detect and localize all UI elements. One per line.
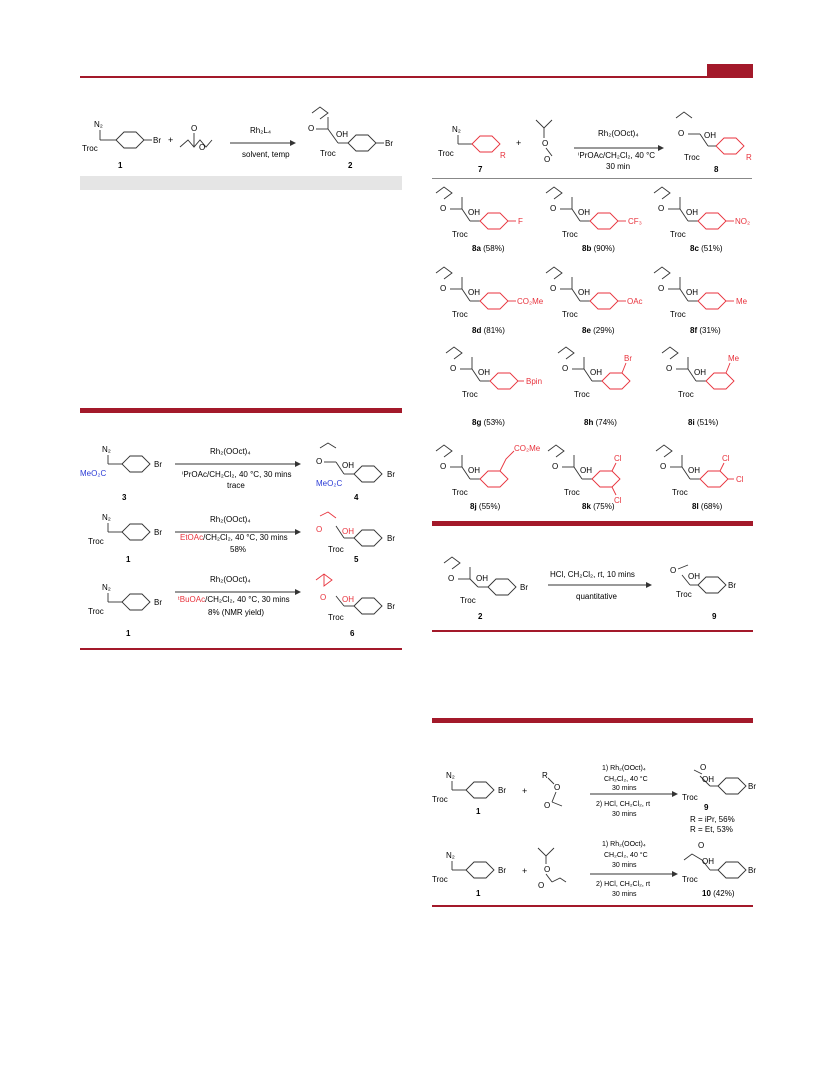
benzene-ring [116,132,144,148]
substituent-label: F [518,217,523,226]
svg-text:O: O [320,593,327,602]
substituent-label: Me [728,354,740,363]
svg-text:8c (51%) [690,244,723,253]
solvent-highlight: ᵗBuOAc [178,595,206,604]
product-id: 8i [688,418,695,427]
svg-text:8a (58%) [472,244,505,253]
catalyst-label: Rh₂(OOct)₄ [210,447,251,456]
product-id: 8l [692,502,699,511]
compound-1-label: 1 [476,889,481,898]
svg-text:8i (51%) [688,418,719,427]
svg-text:Troc: Troc [88,537,104,546]
step1-catalyst: 1) Rh₂(OOct)₄ [602,765,646,772]
compound-1-label: 1 [126,629,131,638]
r-label: R [542,771,548,780]
substituent-label: CF₃ [628,217,642,226]
svg-text:8l (68%) [692,502,723,511]
product-benzene-ring [348,135,376,151]
substituent-label: Cl [722,454,730,463]
section-rule [432,521,753,526]
substituent-label: Br [624,354,632,363]
svg-text:O: O [544,801,551,810]
compound-9-label: 9 [712,612,717,621]
step2-time: 30 mins [612,811,637,818]
svg-text:OH: OH [704,131,716,140]
product-id: 8h [584,418,594,427]
product-yield: (68%) [700,502,723,511]
substituent-label: CO₂Me [517,297,544,306]
substituent-label: Bpin [526,377,543,386]
svg-text:8d (81%) [472,326,505,335]
svg-text:OH: OH [702,857,714,866]
product-id: 8a [472,244,481,253]
compound-8-label: 8 [714,165,719,174]
product-id: 8k [582,502,591,511]
scheme-4-hydrolysis [432,555,757,625]
svg-text:R: R [746,153,752,162]
troc-label: Troc [82,144,98,153]
svg-text:O: O [448,574,455,583]
svg-text:8e (29%) [582,326,615,335]
svg-text:8h (74%) [584,418,617,427]
product-isopropyl [312,107,328,119]
svg-text:Troc: Troc [460,596,476,605]
conditions-label: solvent, temp [242,150,290,159]
product-8f [654,267,748,335]
svg-text:O: O [670,566,677,575]
result-label: quantitative [576,592,617,601]
product-yield: (90%) [593,244,615,253]
svg-text:Br: Br [387,602,395,611]
svg-text:OH: OH [342,461,354,470]
svg-text:Troc: Troc [682,793,698,802]
isopropyl-acetate [180,140,212,147]
product-grid [432,185,757,515]
catalyst-label: Rh₂(OOct)₄ [210,575,251,584]
diazo-label: N₂ [94,120,103,129]
step2-reagent: 2) HCl, CH₂Cl₂, rt [596,881,651,888]
svg-text:Troc: Troc [328,545,344,554]
svg-text:O: O [538,881,545,890]
product-yield: (74%) [595,418,617,427]
compound-1-label: 1 [118,161,123,170]
product-id: 8f [690,326,698,335]
svg-text:EtOAc/CH₂Cl₂, 40 °C, 30 mins [180,533,288,542]
svg-text:O: O [700,763,707,772]
product-id: 8d [472,326,482,335]
product-8c [654,187,750,253]
catalyst-label: Rh₂(OOct)₄ [210,515,251,524]
svg-text:N₂: N₂ [102,583,111,592]
svg-text:N₂: N₂ [446,771,455,780]
substituent-label: Me [736,297,748,306]
product-id: 8g [472,418,482,427]
svg-text:Br: Br [748,782,756,791]
result-label: 58% [230,545,247,554]
product-8e [546,267,643,335]
svg-text:Br: Br [520,583,528,592]
scheme-2-solvent-variation [80,440,405,645]
step2-reagent: 2) HCl, CH₂Cl₂, rt [596,801,651,808]
br-label: Br [153,136,161,145]
conditions-label: /CH₂Cl₂, 40 °C, 30 mins [203,533,288,542]
svg-text:+: + [516,138,522,148]
catalyst-label: Rh₂(OOct)₄ [598,129,639,138]
solvent-highlight: EtOAc [180,533,204,542]
svg-text:N₂: N₂ [102,513,111,522]
svg-text:Br: Br [498,866,506,875]
yield-ipr: R = iPr, 56% [690,815,735,824]
svg-text:Troc: Troc [328,613,344,622]
compound-1-label: 1 [476,807,481,816]
plus-sign: + [168,135,174,145]
step1-catalyst: 1) Rh₂(OOct)₄ [602,841,646,848]
product-8j [436,444,541,511]
section-bottom-rule [80,648,402,650]
product-yield: (81%) [483,326,505,335]
product-yield: (29%) [593,326,615,335]
product-yield: (53%) [483,418,505,427]
svg-text:Br: Br [728,581,736,590]
svg-text:O: O [316,525,323,534]
product-troc-label: Troc [320,149,336,158]
scheme-5-one-pot [432,760,757,905]
product-8d [436,267,544,335]
svg-text:8f (31%) [690,326,721,335]
compound-6-label: 6 [350,629,355,638]
svg-text:O: O [678,129,685,138]
oh-label: OH [336,130,348,139]
ester-label-blue: MeO₂C [80,469,107,478]
svg-text:Br: Br [154,528,162,537]
r-group-label: R [500,151,506,160]
svg-text:Br: Br [498,786,506,795]
svg-text:8j (55%) [470,502,501,511]
compound-2-label: 2 [348,161,353,170]
scheme-1-rhodium-reaction [80,95,410,175]
product-yield: (55%) [478,502,501,511]
product-yield: (51%) [696,418,719,427]
product-id: 8b [582,244,592,253]
svg-text:O: O [308,124,315,133]
product-id: 8e [582,326,591,335]
product-8k [548,445,622,511]
result-label: 8% (NMR yield) [208,608,265,617]
svg-text:N₂: N₂ [452,125,461,134]
step2-time: 30 mins [612,891,637,898]
svg-text:ᵗBuOAc/CH₂Cl₂, 40 °C, 30 mins [178,595,290,604]
product-br-label: Br [385,139,393,148]
svg-text:O: O [698,841,705,850]
svg-text:OH: OH [702,775,714,784]
svg-text:O: O [544,155,551,164]
svg-text:Br: Br [154,598,162,607]
compound-2-label: 2 [478,612,483,621]
substituent-label: NO₂ [735,217,751,226]
product-id: 8c [690,244,699,253]
substituent-label-2: Cl [614,496,622,505]
compound-4-label: 4 [354,493,359,502]
product-8a [436,187,523,253]
svg-text:Troc: Troc [682,875,698,884]
svg-text:10 (42%) [702,889,735,898]
result-label: trace [227,481,245,490]
step1-time: 30 mins [612,862,637,869]
compound-5-label: 5 [354,555,359,564]
svg-text:Br: Br [748,866,756,875]
svg-text:O: O [316,457,323,466]
table-header-band [80,176,402,190]
time-label: 30 min [606,162,631,171]
substituent-label: OAc [627,297,643,306]
svg-text:O: O [191,124,198,133]
product-8g [446,347,542,427]
product-8b [546,187,642,253]
conditions-label: ⁱPrOAc/CH₂Cl₂, 40 °C [578,151,656,160]
svg-text:O: O [544,865,551,874]
section-rule [432,718,753,723]
conditions-label: /CH₂Cl₂, 40 °C, 30 mins [205,595,290,604]
product-ester-label: MeO₂C [316,479,343,488]
section-bottom-rule [432,630,753,632]
yield-10: (42%) [713,889,735,898]
substituent-label: Cl [614,454,622,463]
svg-text:Troc: Troc [432,795,448,804]
svg-text:O: O [199,143,206,152]
section-rule [80,408,402,413]
step1-solvent: CH₂Cl₂, 40 °C [604,776,648,783]
svg-text:OH: OH [342,527,354,536]
svg-text:Troc: Troc [438,149,454,158]
svg-text:O: O [554,783,561,792]
product-id: 8j [470,502,477,511]
svg-text:N₂: N₂ [446,851,455,860]
svg-text:Br: Br [154,460,162,469]
svg-text:OH: OH [476,574,488,583]
svg-text:8k (75%) [582,502,615,511]
svg-text:OH: OH [342,595,354,604]
yield-et: R = Et, 53% [690,825,733,834]
svg-text:8g (53%) [472,418,505,427]
catalyst-label: Rh₂L₄ [250,126,272,135]
section-bottom-rule [432,905,753,907]
product-yield: (31%) [699,326,721,335]
scheme-divider [432,178,752,179]
svg-text:OH: OH [688,572,700,581]
svg-text:Br: Br [387,470,395,479]
svg-text:Troc: Troc [88,607,104,616]
product-yield: (51%) [701,244,723,253]
step1-time: 30 mins [612,785,637,792]
product-8l [656,445,744,511]
svg-text:Troc: Troc [684,153,700,162]
svg-text:O: O [542,139,549,148]
compound-1-label: 1 [126,555,131,564]
svg-text:Troc: Troc [676,590,692,599]
step1-solvent: CH₂Cl₂, 40 °C [604,852,648,859]
svg-text:+: + [522,866,528,876]
compound-3-label: 3 [122,493,127,502]
substituent-label: CO₂Me [514,444,541,453]
conditions-label: HCl, CH₂Cl₂, rt, 10 mins [550,570,635,579]
scheme-3-substrate-scope [432,108,757,176]
compound-7-label: 7 [478,165,483,174]
compound-9-label: 9 [704,803,709,812]
svg-text:N₂: N₂ [102,445,111,454]
svg-text:Br: Br [387,534,395,543]
conditions-label: ⁱPrOAc/CH₂Cl₂, 40 °C, 30 mins [182,470,292,479]
svg-text:+: + [522,786,528,796]
compound-10-label: 10 [702,889,711,898]
product-yield: (58%) [483,244,505,253]
substituent-label-2: Cl [736,475,744,484]
svg-text:8b (90%) [582,244,615,253]
product-yield: (75%) [593,502,615,511]
header-rule [80,76,753,78]
header-page-tab [707,64,753,78]
svg-text:Troc: Troc [432,875,448,884]
product-8i [662,347,740,427]
product-8h [558,347,632,427]
